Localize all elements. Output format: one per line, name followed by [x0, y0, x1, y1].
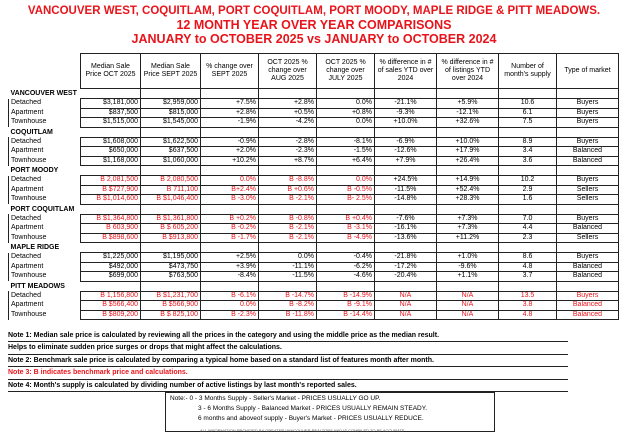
- header-sales-diff: % difference in # of sales YTD over 2024: [375, 54, 437, 89]
- sales-diff-cell: -14.8%: [375, 195, 437, 205]
- change-aug-cell: B -14.7%: [259, 291, 317, 301]
- supply-cell: 3.4: [499, 147, 557, 157]
- oct-price-cell: $3,181,000: [81, 99, 141, 109]
- change-jul-cell: -1.5%: [317, 147, 375, 157]
- supply-cell: 1.6: [499, 195, 557, 205]
- sales-diff-cell: -11.5%: [375, 185, 437, 195]
- sales-diff-cell: -13.6%: [375, 233, 437, 243]
- header-supply: Number of month's supply: [499, 54, 557, 89]
- change-jul-cell: B -14.9%: [317, 291, 375, 301]
- change-aug-cell: -2.3%: [259, 147, 317, 157]
- listings-diff-cell: +28.3%: [437, 195, 499, 205]
- property-type: Townhouse: [9, 310, 81, 320]
- title-line-2: 12 MONTH YEAR OVER YEAR COMPARISONS: [176, 18, 452, 32]
- supply-cell: 2.9: [499, 185, 557, 195]
- table-row: [9, 310, 619, 320]
- change-aug-cell: -11.1%: [259, 262, 317, 272]
- change-sept-cell: -1.9%: [201, 118, 259, 128]
- sales-diff-cell: +10.0%: [375, 118, 437, 128]
- listings-diff-cell: +52.4%: [437, 185, 499, 195]
- change-sept-cell: B -0.2%: [201, 224, 259, 234]
- region-spacer-cell: [499, 243, 557, 253]
- change-jul-cell: +0.8%: [317, 108, 375, 118]
- property-type: Detached: [9, 176, 81, 186]
- header-oct-price: Median Sale Price OCT 2025: [81, 54, 141, 89]
- property-type: Detached: [9, 291, 81, 301]
- header-blank: [9, 54, 81, 89]
- change-jul-cell: B -4.9%: [317, 233, 375, 243]
- region-spacer-cell: [317, 281, 375, 291]
- property-type: Detached: [9, 253, 81, 263]
- supply-cell: 6.1: [499, 108, 557, 118]
- oct-price-cell: B $566,400: [81, 301, 141, 311]
- change-aug-cell: B -2.1%: [259, 224, 317, 234]
- region-spacer-cell: [141, 89, 201, 99]
- market-legend: [165, 392, 495, 432]
- sales-diff-cell: +24.5%: [375, 176, 437, 186]
- change-aug-cell: B +0.6%: [259, 185, 317, 195]
- sept-price-cell: $2,959,000: [141, 99, 201, 109]
- table-row: [9, 214, 619, 224]
- table-row: [9, 262, 619, 272]
- region-spacer-cell: [317, 127, 375, 137]
- region-spacer-cell: [437, 127, 499, 137]
- oct-price-cell: $492,000: [81, 262, 141, 272]
- region-spacer-cell: [437, 89, 499, 99]
- change-aug-cell: -2.8%: [259, 137, 317, 147]
- sept-price-cell: B $1,231,700: [141, 291, 201, 301]
- change-aug-cell: B -0.8%: [259, 214, 317, 224]
- sept-price-cell: B $1,361,800: [141, 214, 201, 224]
- note-1: Note 1: Median sale price is calculated by reviewing all the prices in the category and using the middle price as the median result.: [8, 330, 568, 342]
- header-change-aug: OCT 2025 % change over AUG 2025: [259, 54, 317, 89]
- note-3: Note 3: B indicates benchmark price and calculations.: [8, 367, 568, 379]
- note-2: Note 2: Benchmark sale price is calculated by comparing a typical home based on a standard list of features month after month.: [8, 355, 568, 367]
- change-aug-cell: B -8.2%: [259, 301, 317, 311]
- listings-diff-cell: +32.6%: [437, 118, 499, 128]
- market-cell: Balanced: [557, 301, 619, 311]
- listings-diff-cell: +5.9%: [437, 99, 499, 109]
- oct-price-cell: $1,225,000: [81, 253, 141, 263]
- market-cell: Balanced: [557, 262, 619, 272]
- supply-cell: 2.3: [499, 233, 557, 243]
- region-spacer-cell: [557, 281, 619, 291]
- header-market: Type of market: [557, 54, 619, 89]
- note-1-continued: Helps to eliminate sudden price surges or drops that might affect the calculations.: [8, 342, 568, 354]
- listings-diff-cell: +10.0%: [437, 137, 499, 147]
- region-spacer-cell: [141, 281, 201, 291]
- property-type: Apartment: [9, 301, 81, 311]
- region-spacer-cell: [259, 89, 317, 99]
- sales-diff-cell: -6.9%: [375, 137, 437, 147]
- region-spacer-cell: [259, 127, 317, 137]
- market-cell: Buyers: [557, 137, 619, 147]
- table-row: [9, 99, 619, 109]
- table-row: [9, 233, 619, 243]
- change-jul-cell: B -9.1%: [317, 301, 375, 311]
- listings-diff-cell: +11.2%: [437, 233, 499, 243]
- oct-price-cell: $699,000: [81, 272, 141, 282]
- region-spacer-cell: [557, 166, 619, 176]
- region-header-row: [9, 166, 619, 176]
- region-spacer-cell: [201, 89, 259, 99]
- listings-diff-cell: +1.0%: [437, 253, 499, 263]
- table-row: [9, 195, 619, 205]
- listings-diff-cell: N/A: [437, 310, 499, 320]
- comparison-table: [8, 53, 619, 320]
- oct-price-cell: B 2,081,500: [81, 176, 141, 186]
- listings-diff-cell: N/A: [437, 301, 499, 311]
- region-spacer-cell: [557, 243, 619, 253]
- table-row: [9, 108, 619, 118]
- region-header-row: [9, 127, 619, 137]
- supply-cell: 3.7: [499, 272, 557, 282]
- header-listings-diff: % difference in # of listings YTD over 2024: [437, 54, 499, 89]
- change-aug-cell: +2.8%: [259, 99, 317, 109]
- oct-price-cell: $1,515,000: [81, 118, 141, 128]
- supply-cell: 10.2: [499, 176, 557, 186]
- market-cell: Sellers: [557, 233, 619, 243]
- change-sept-cell: -0.9%: [201, 137, 259, 147]
- region-spacer-cell: [375, 204, 437, 214]
- region-spacer-cell: [201, 281, 259, 291]
- supply-cell: 8.6: [499, 253, 557, 263]
- sept-price-cell: B $566,900: [141, 301, 201, 311]
- region-spacer-cell: [317, 204, 375, 214]
- change-jul-cell: B -14.4%: [317, 310, 375, 320]
- region-spacer-cell: [557, 127, 619, 137]
- title-line-1: VANCOUVER WEST, COQUITLAM, PORT COQUITLAM, PORT MOODY, MAPLE RIDGE & PITT MEADOWS.: [27, 5, 601, 17]
- table-row: [9, 253, 619, 263]
- change-aug-cell: B -2.1%: [259, 233, 317, 243]
- change-sept-cell: +2.5%: [201, 253, 259, 263]
- listings-diff-cell: +7.3%: [437, 214, 499, 224]
- change-sept-cell: B -1.7%: [201, 233, 259, 243]
- region-spacer-cell: [201, 166, 259, 176]
- sept-price-cell: B $ 605,200: [141, 224, 201, 234]
- oct-price-cell: B $727,900: [81, 185, 141, 195]
- oct-price-cell: B $898,600: [81, 233, 141, 243]
- table-row: [9, 301, 619, 311]
- sales-diff-cell: -9.3%: [375, 108, 437, 118]
- sales-diff-cell: -21.8%: [375, 253, 437, 263]
- change-sept-cell: +3.9%: [201, 262, 259, 272]
- change-jul-cell: -0.4%: [317, 253, 375, 263]
- region-spacer-cell: [499, 127, 557, 137]
- market-cell: Buyers: [557, 253, 619, 263]
- change-sept-cell: -8.4%: [201, 272, 259, 282]
- legend-sellers: Note:- 0 - 3 Months Supply - Seller's Market - PRICES USUALLY GO UP.: [170, 395, 381, 402]
- table-row: [9, 176, 619, 186]
- supply-cell: 7.0: [499, 214, 557, 224]
- region-spacer-cell: [499, 89, 557, 99]
- change-aug-cell: 0.0%: [259, 253, 317, 263]
- change-sept-cell: B -3.0%: [201, 195, 259, 205]
- change-sept-cell: +7.5%: [201, 99, 259, 109]
- header-change-sept: % change over SEPT 2025: [201, 54, 259, 89]
- table-row: [9, 291, 619, 301]
- oct-price-cell: $650,000: [81, 147, 141, 157]
- change-sept-cell: B +0.2%: [201, 214, 259, 224]
- market-cell: Balanced: [557, 310, 619, 320]
- region-spacer-cell: [375, 166, 437, 176]
- region-header-row: [9, 281, 619, 291]
- header-change-jul: OCT 2025 % change over JULY 2025: [317, 54, 375, 89]
- property-type: Townhouse: [9, 156, 81, 166]
- region-name: PORT MOODY: [10, 167, 59, 174]
- sales-diff-cell: -12.6%: [375, 147, 437, 157]
- region-spacer-cell: [141, 204, 201, 214]
- region-spacer-cell: [317, 166, 375, 176]
- change-aug-cell: -11.5%: [259, 272, 317, 282]
- change-jul-cell: B- 2.5%: [317, 195, 375, 205]
- property-type: Apartment: [9, 262, 81, 272]
- region-spacer-cell: [375, 281, 437, 291]
- change-aug-cell: -4.2%: [259, 118, 317, 128]
- title-line-3: JANUARY to OCTOBER 2025 vs JANUARY to OCTOBER 2024: [131, 32, 497, 46]
- property-type: Apartment: [9, 224, 81, 234]
- property-type: Townhouse: [9, 272, 81, 282]
- supply-cell: 7.5: [499, 118, 557, 128]
- supply-cell: 4.8: [499, 262, 557, 272]
- region-spacer-cell: [437, 281, 499, 291]
- oct-price-cell: B 603,900: [81, 224, 141, 234]
- region-spacer-cell: [375, 243, 437, 253]
- region-spacer-cell: [375, 127, 437, 137]
- change-sept-cell: +10.2%: [201, 156, 259, 166]
- change-sept-cell: B -2.3%: [201, 310, 259, 320]
- listings-diff-cell: +1.1%: [437, 272, 499, 282]
- sept-price-cell: B $ 825,100: [141, 310, 201, 320]
- sales-diff-cell: N/A: [375, 301, 437, 311]
- change-sept-cell: 0.0%: [201, 301, 259, 311]
- region-spacer-cell: [141, 127, 201, 137]
- oct-price-cell: B 1,156,800: [81, 291, 141, 301]
- property-type: Townhouse: [9, 233, 81, 243]
- change-sept-cell: B+2.4%: [201, 185, 259, 195]
- sales-diff-cell: N/A: [375, 291, 437, 301]
- region-spacer-cell: [259, 204, 317, 214]
- property-type: Townhouse: [9, 118, 81, 128]
- region-header-row: [9, 243, 619, 253]
- oct-price-cell: $837,500: [81, 108, 141, 118]
- table-row: [9, 137, 619, 147]
- change-aug-cell: B -2.1%: [259, 195, 317, 205]
- market-cell: Buyers: [557, 99, 619, 109]
- change-jul-cell: B +0.4%: [317, 214, 375, 224]
- region-spacer-cell: [141, 243, 201, 253]
- change-jul-cell: B -0.5%: [317, 185, 375, 195]
- header-sept-price: Median Sale Price SEPT 2025: [141, 54, 201, 89]
- region-spacer-cell: [437, 243, 499, 253]
- region-name: VANCOUVER WEST: [10, 90, 77, 97]
- listings-diff-cell: +26.4%: [437, 156, 499, 166]
- region-spacer-cell: [141, 166, 201, 176]
- region-spacer-cell: [499, 166, 557, 176]
- market-cell: Balanced: [557, 156, 619, 166]
- sept-price-cell: $1,622,500: [141, 137, 201, 147]
- change-jul-cell: 0.0%: [317, 118, 375, 128]
- listings-diff-cell: +7.3%: [437, 224, 499, 234]
- change-sept-cell: +2.8%: [201, 108, 259, 118]
- region-spacer-cell: [499, 281, 557, 291]
- sales-diff-cell: -20.4%: [375, 272, 437, 282]
- oct-price-cell: B $1,364,800: [81, 214, 141, 224]
- table-row: [9, 224, 619, 234]
- table-header-row: [9, 54, 619, 89]
- market-cell: Buyers: [557, 108, 619, 118]
- region-spacer-cell: [317, 243, 375, 253]
- region-spacer-cell: [259, 166, 317, 176]
- sales-diff-cell: -21.1%: [375, 99, 437, 109]
- market-cell: Balanced: [557, 272, 619, 282]
- property-type: Townhouse: [9, 195, 81, 205]
- supply-cell: 10.6: [499, 99, 557, 109]
- sept-price-cell: B 2,080,500: [141, 176, 201, 186]
- sept-price-cell: $815,000: [141, 108, 201, 118]
- change-aug-cell: B -11.8%: [259, 310, 317, 320]
- sept-price-cell: $637,500: [141, 147, 201, 157]
- table-row: [9, 118, 619, 128]
- sales-diff-cell: +7.9%: [375, 156, 437, 166]
- property-type: Detached: [9, 214, 81, 224]
- region-header-row: [9, 89, 619, 99]
- supply-cell: 4.8: [499, 310, 557, 320]
- change-sept-cell: B -6.1%: [201, 291, 259, 301]
- supply-cell: 8.9: [499, 137, 557, 147]
- sept-price-cell: $473,750: [141, 262, 201, 272]
- sept-price-cell: B $913,800: [141, 233, 201, 243]
- region-spacer-cell: [259, 243, 317, 253]
- note-4: Note 4: Month's supply is calculated by dividing number of active listings by last month's reported sales.: [8, 380, 568, 392]
- property-type: Detached: [9, 99, 81, 109]
- property-type: Apartment: [9, 108, 81, 118]
- table-row: [9, 147, 619, 157]
- change-jul-cell: -8.1%: [317, 137, 375, 147]
- sales-diff-cell: N/A: [375, 310, 437, 320]
- market-cell: Balanced: [557, 147, 619, 157]
- table-row: [9, 156, 619, 166]
- region-spacer-cell: [437, 166, 499, 176]
- region-spacer-cell: [557, 204, 619, 214]
- listings-diff-cell: N/A: [437, 291, 499, 301]
- market-cell: Buyers: [557, 176, 619, 186]
- table-row: [9, 185, 619, 195]
- listings-diff-cell: -9.6%: [437, 262, 499, 272]
- region-name: COQUITLAM: [10, 128, 53, 136]
- change-jul-cell: 0.0%: [317, 176, 375, 186]
- region-spacer-cell: [259, 281, 317, 291]
- region-name: MAPLE RIDGE: [10, 244, 60, 251]
- sept-price-cell: $1,545,000: [141, 118, 201, 128]
- change-jul-cell: 0.0%: [317, 99, 375, 109]
- market-cell: Sellers: [557, 185, 619, 195]
- change-jul-cell: -4.6%: [317, 272, 375, 282]
- change-sept-cell: 0.0%: [201, 176, 259, 186]
- supply-cell: 13.5: [499, 291, 557, 301]
- supply-cell: 3.8: [499, 301, 557, 311]
- oct-price-cell: $1,168,000: [81, 156, 141, 166]
- region-spacer-cell: [375, 89, 437, 99]
- oct-price-cell: B $809,200: [81, 310, 141, 320]
- supply-cell: 4.4: [499, 224, 557, 234]
- change-jul-cell: -6.2%: [317, 262, 375, 272]
- report-title: [0, 0, 628, 46]
- property-type: Detached: [9, 137, 81, 147]
- market-cell: Buyers: [557, 291, 619, 301]
- listings-diff-cell: -12.1%: [437, 108, 499, 118]
- region-header-row: [9, 204, 619, 214]
- legend-balanced: 3 - 6 Months Supply - Balanced Market - PRICES USUALLY REMAIN STEADY.: [198, 405, 428, 412]
- source-footnote: ALL INFORMATION PROVIDED BY GREATER VANCOUVER REALTORS AND IS COMPILED TO BE ACCURATE: [200, 428, 405, 433]
- change-aug-cell: +8.7%: [259, 156, 317, 166]
- notes-block: [8, 330, 568, 392]
- change-jul-cell: B -3.1%: [317, 224, 375, 234]
- region-spacer-cell: [201, 243, 259, 253]
- market-cell: Balanced: [557, 224, 619, 234]
- sept-price-cell: B $1,046,400: [141, 195, 201, 205]
- supply-cell: 3.6: [499, 156, 557, 166]
- region-spacer-cell: [557, 89, 619, 99]
- oct-price-cell: $1,608,000: [81, 137, 141, 147]
- sept-price-cell: $1,195,000: [141, 253, 201, 263]
- property-type: Apartment: [9, 147, 81, 157]
- change-jul-cell: +6.4%: [317, 156, 375, 166]
- table-row: [9, 272, 619, 282]
- sept-price-cell: $763,500: [141, 272, 201, 282]
- market-cell: Sellers: [557, 195, 619, 205]
- region-spacer-cell: [201, 127, 259, 137]
- change-aug-cell: +0.5%: [259, 108, 317, 118]
- property-type: Apartment: [9, 185, 81, 195]
- sept-price-cell: B 711,100: [141, 185, 201, 195]
- sales-diff-cell: -17.2%: [375, 262, 437, 272]
- sales-diff-cell: -7.6%: [375, 214, 437, 224]
- market-cell: Buyers: [557, 118, 619, 128]
- change-sept-cell: +2.0%: [201, 147, 259, 157]
- table-body: [9, 89, 619, 320]
- sept-price-cell: $1,060,000: [141, 156, 201, 166]
- region-spacer-cell: [201, 204, 259, 214]
- change-aug-cell: B -8.8%: [259, 176, 317, 186]
- region-spacer-cell: [499, 204, 557, 214]
- region-name: PORT COQUITLAM: [10, 205, 75, 213]
- legend-buyers: 6 months and aboveof supply - Buyer's Market - PRICES USUALLY REDUCE.: [198, 415, 424, 422]
- region-spacer-cell: [317, 89, 375, 99]
- oct-price-cell: B $1,014,600: [81, 195, 141, 205]
- listings-diff-cell: +17.9%: [437, 147, 499, 157]
- region-name: PITT MEADOWS: [10, 282, 65, 290]
- listings-diff-cell: +14.9%: [437, 176, 499, 186]
- sales-diff-cell: -16.1%: [375, 224, 437, 234]
- market-cell: Buyers: [557, 214, 619, 224]
- region-spacer-cell: [437, 204, 499, 214]
